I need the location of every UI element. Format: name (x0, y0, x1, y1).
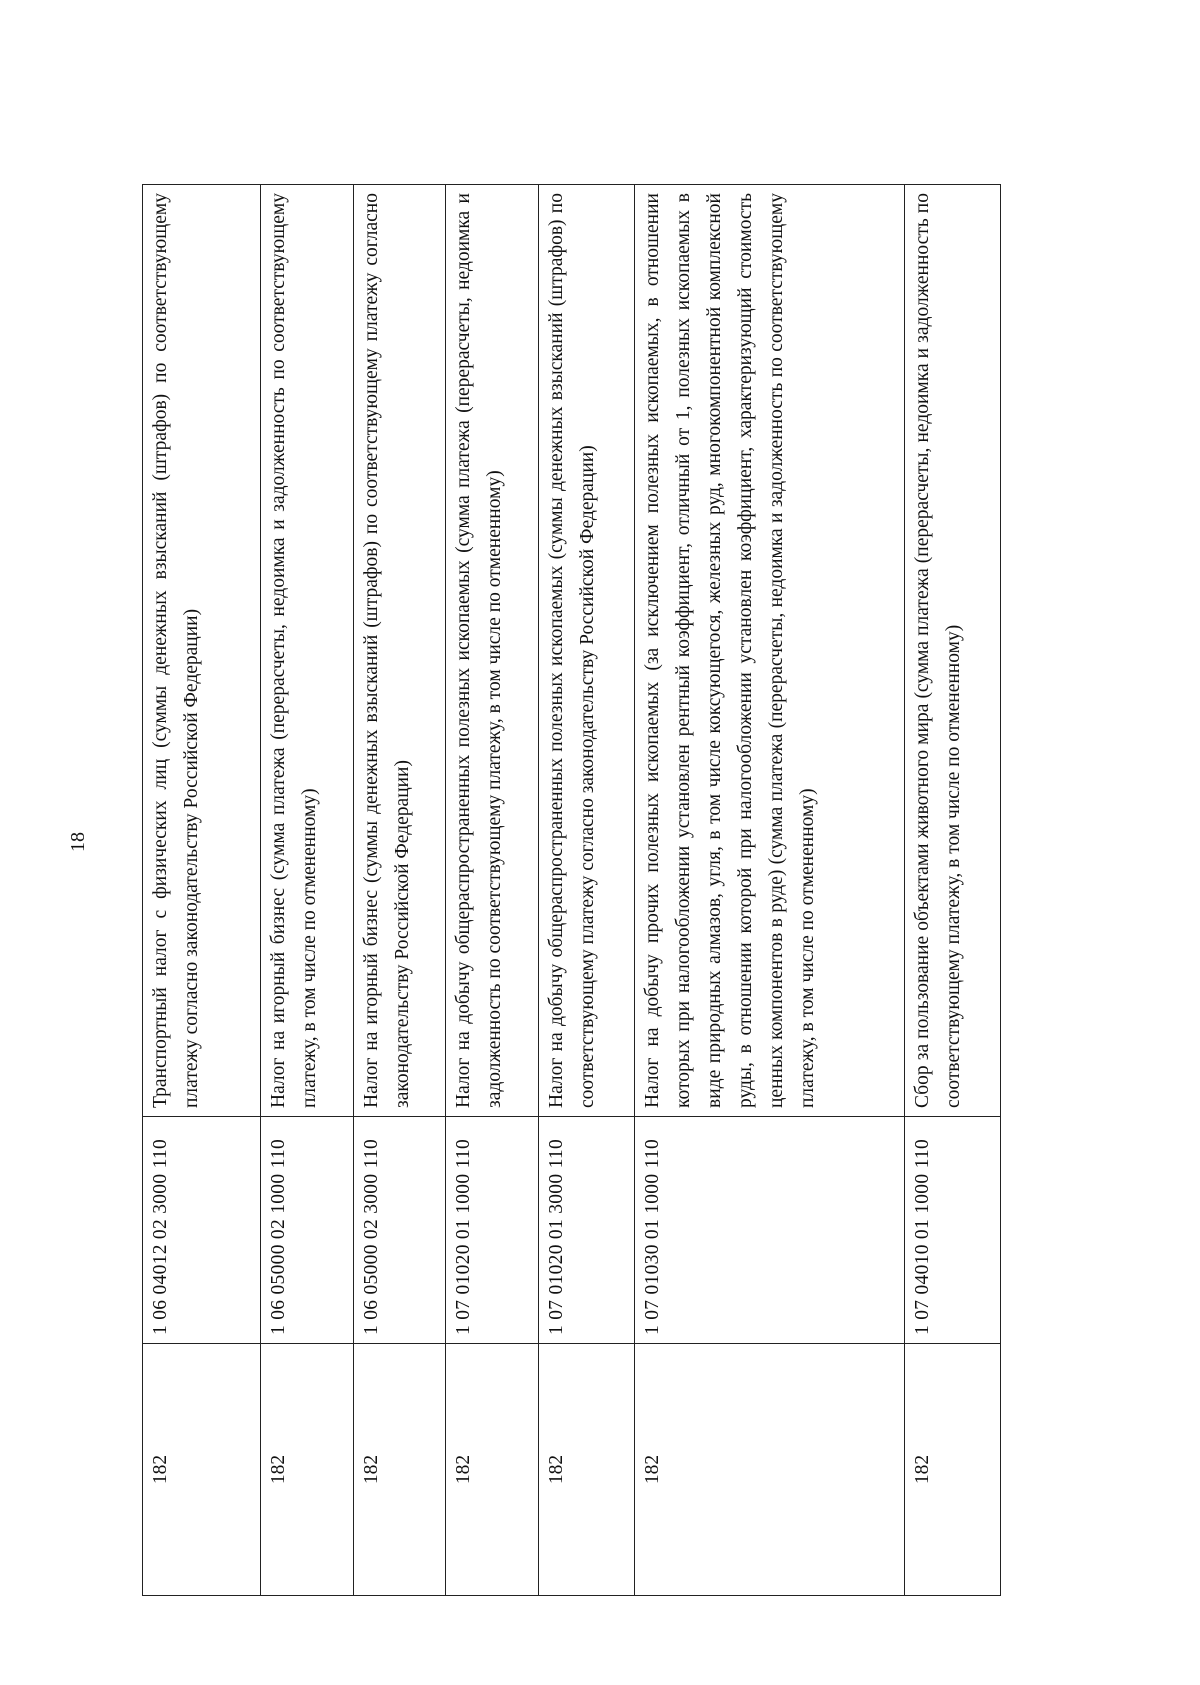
table-row (354, 185, 446, 1596)
admin-code-cell: 182 (446, 1344, 539, 1596)
admin-code-cell: 182 (905, 1344, 1001, 1596)
kbk-code-cell: 1 06 05000 02 1000 110 (261, 1117, 354, 1344)
kbk-code-cell: 1 06 04012 02 3000 110 (143, 1117, 261, 1344)
admin-code-cell: 182 (354, 1344, 446, 1596)
admin-code-cell: 182 (539, 1344, 635, 1596)
page-number: 18 (67, 832, 89, 852)
table-row (261, 185, 354, 1596)
table-row (446, 185, 539, 1596)
kbk-code-cell: 1 07 01030 01 1000 110 (635, 1117, 905, 1344)
admin-code-cell: 182 (261, 1344, 354, 1596)
admin-code-cell: 182 (143, 1344, 261, 1596)
kbk-code-cell: 1 07 01020 01 1000 110 (446, 1117, 539, 1344)
table-row (635, 185, 905, 1596)
description-cell: Налог на игорный бизнес (суммы денежных взысканий (штрафов) по соответствующему платежу согласно законодательству Российской Федерации) (354, 185, 446, 1117)
description-cell: Налог на игорный бизнес (сумма платежа (перерасчеты, недоимка и задолженность по соответствующему платежу, в том числе по отмененному) (261, 185, 354, 1117)
table-row (143, 185, 261, 1596)
document-table-rotated (142, 184, 1040, 1596)
description-cell: Налог на добычу общераспространенных полезных ископаемых (сумма платежа (перерасчеты, недоимка и задолженность по соответствующему платежу, в том числе по отмененному) (446, 185, 539, 1117)
description-cell: Налог на добычу общераспространенных полезных ископаемых (суммы денежных взысканий (штрафов) по соответствующему платежу согласно законодательству Российской Федерации) (539, 185, 635, 1117)
admin-code-cell: 182 (635, 1344, 905, 1596)
kbk-code-cell: 1 07 01020 01 3000 110 (539, 1117, 635, 1344)
kbk-code-cell: 1 07 04010 01 1000 110 (905, 1117, 1001, 1344)
description-cell: Налог на добычу прочих полезных ископаемых (за исключением полезных ископаемых, в отношении которых при налогообложении установлен рентный коэффициент, отличный от 1, полезных ископаемых в виде природных алмазов, угля, в том числе коксующегося, железных руд, многокомпонентной комплексной руды, в отношении которой при налогообложении установлен коэффициент, характеризующий стоимость ценных компонентов в руде) (сумма платежа (перерасчеты, недоимка и задолженность по соответствующему платежу, в том числе по отмененному) (635, 185, 905, 1117)
table-row (539, 185, 635, 1596)
description-cell: Сбор за пользование объектами животного мира (сумма платежа (перерасчеты, недоимка и задолженность по соответствующему платежу, в том числе по отмененному) (905, 185, 1001, 1117)
table-row (905, 185, 1001, 1596)
kbk-code-cell: 1 06 05000 02 3000 110 (354, 1117, 446, 1344)
description-cell: Транспортный налог с физических лиц (суммы денежных взысканий (штрафов) по соответствующему платежу согласно законодательству Российской Федерации) (143, 185, 261, 1117)
kbk-table (142, 184, 1001, 1596)
